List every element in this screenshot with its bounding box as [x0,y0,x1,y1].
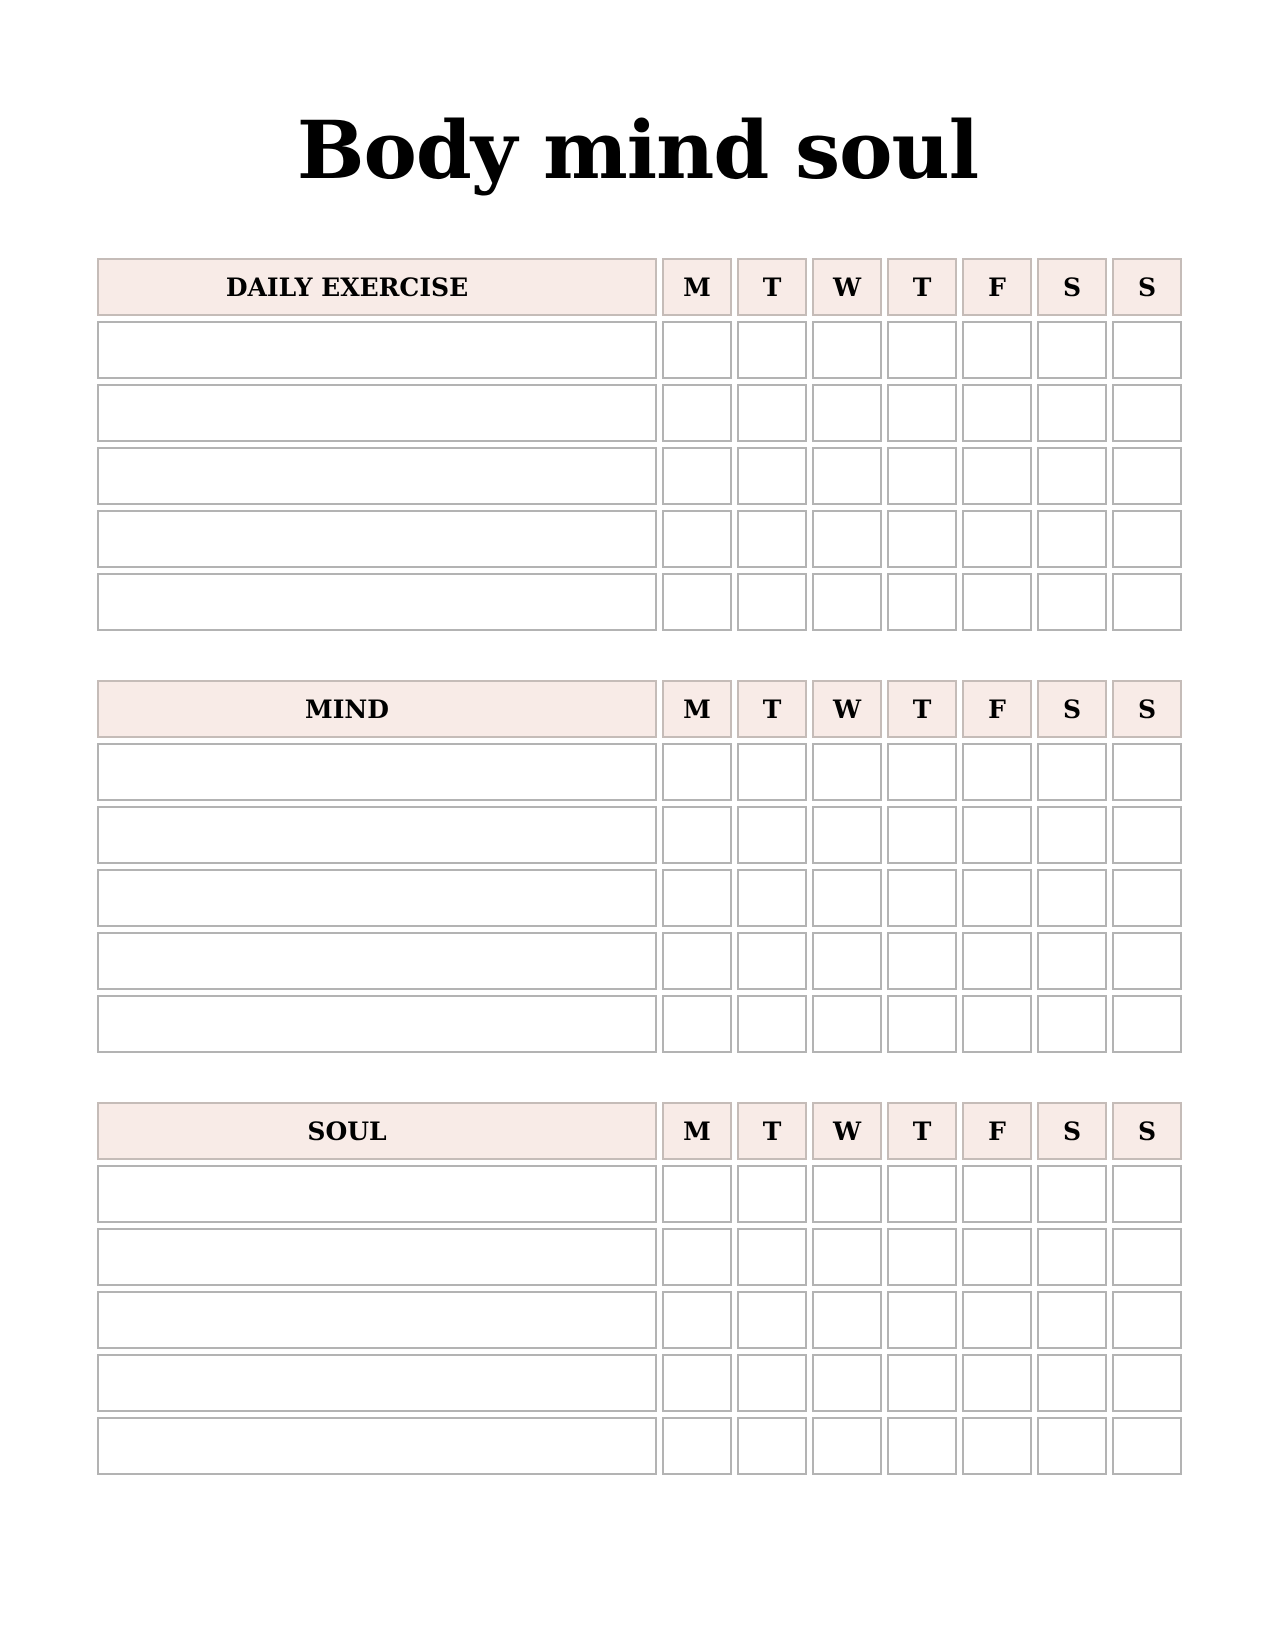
day-check-cell[interactable] [1112,1354,1182,1412]
day-check-cell[interactable] [962,573,1032,631]
day-check-cell[interactable] [887,743,957,801]
activity-entry-cell[interactable] [97,1291,657,1349]
activity-entry-cell[interactable] [97,1354,657,1412]
day-check-cell[interactable] [662,1165,732,1223]
day-check-cell[interactable] [962,1291,1032,1349]
day-header-thursday: T [887,1102,957,1160]
day-header-tuesday: T [737,680,807,738]
day-header-saturday: S [1037,1102,1107,1160]
day-header-wednesday: W [812,258,882,316]
section-body [97,743,1183,1053]
day-header-friday: F [962,680,1032,738]
day-check-cell[interactable] [1037,1417,1107,1475]
section-heading: SOUL [307,1116,387,1146]
day-check-cell[interactable] [737,806,807,864]
activity-entry-cell[interactable] [97,1228,657,1286]
day-check-cell[interactable] [1037,1165,1107,1223]
day-check-cell[interactable] [962,321,1032,379]
day-check-cell[interactable] [662,384,732,442]
day-check-cell[interactable] [812,869,882,927]
day-check-cell[interactable] [1112,806,1182,864]
day-check-cell[interactable] [737,1354,807,1412]
page-title: Body mind soul [296,103,979,197]
daily-exercise-section [97,258,1183,636]
day-check-cell[interactable] [1112,743,1182,801]
day-check-cell[interactable] [1037,995,1107,1053]
day-check-cell[interactable] [737,321,807,379]
day-header-sunday: S [1112,258,1182,316]
section-body [97,1165,1183,1475]
day-check-cell[interactable] [887,321,957,379]
day-check-cell[interactable] [887,869,957,927]
day-check-cell[interactable] [1112,1417,1182,1475]
activity-entry-cell[interactable] [97,573,657,631]
day-check-cell[interactable] [737,384,807,442]
tracker-row [97,447,1183,505]
tracker-row [97,384,1183,442]
tracker-row [97,1417,1183,1475]
tracker-row [97,1165,1183,1223]
day-header-thursday: T [887,258,957,316]
day-check-cell[interactable] [1037,321,1107,379]
day-header-friday: F [962,258,1032,316]
tracker-row [97,995,1183,1053]
day-check-cell[interactable] [812,384,882,442]
activity-entry-cell[interactable] [97,384,657,442]
day-check-cell[interactable] [812,573,882,631]
day-check-cell[interactable] [812,806,882,864]
day-header-tuesday: T [737,258,807,316]
day-check-cell[interactable] [662,321,732,379]
activity-entry-cell[interactable] [97,1165,657,1223]
tracker-row [97,1291,1183,1349]
day-check-cell[interactable] [962,1354,1032,1412]
day-check-cell[interactable] [662,995,732,1053]
day-header-saturday: S [1037,680,1107,738]
day-check-cell[interactable] [1112,1228,1182,1286]
day-check-cell[interactable] [662,932,732,990]
day-check-cell[interactable] [812,932,882,990]
day-check-cell[interactable] [1037,384,1107,442]
day-check-cell[interactable] [1037,1291,1107,1349]
day-check-cell[interactable] [1112,1291,1182,1349]
activity-entry-cell[interactable] [97,995,657,1053]
day-check-cell[interactable] [737,869,807,927]
day-check-cell[interactable] [1037,1228,1107,1286]
day-check-cell[interactable] [962,384,1032,442]
day-check-cell[interactable] [1112,321,1182,379]
day-check-cell[interactable] [887,1228,957,1286]
activity-entry-cell[interactable] [97,743,657,801]
day-check-cell[interactable] [962,1228,1032,1286]
day-header-monday: M [662,680,732,738]
day-check-cell[interactable] [887,510,957,568]
day-check-cell[interactable] [737,1228,807,1286]
day-check-cell[interactable] [662,869,732,927]
day-check-cell[interactable] [812,1228,882,1286]
day-check-cell[interactable] [962,995,1032,1053]
day-check-cell[interactable] [812,1165,882,1223]
section-heading: DAILY EXERCISE [225,272,469,302]
day-check-cell[interactable] [662,1417,732,1475]
day-header-sunday: S [1112,680,1182,738]
day-check-cell[interactable] [737,995,807,1053]
day-check-cell[interactable] [662,573,732,631]
day-check-cell[interactable] [1037,510,1107,568]
day-check-cell[interactable] [887,1354,957,1412]
day-check-cell[interactable] [887,447,957,505]
section-heading-cell [97,680,657,738]
day-check-cell[interactable] [737,1291,807,1349]
day-check-cell[interactable] [662,447,732,505]
day-check-cell[interactable] [812,1291,882,1349]
section-header-row [97,1102,1183,1160]
day-check-cell[interactable] [887,573,957,631]
section-heading-cell [97,258,657,316]
day-check-cell[interactable] [962,932,1032,990]
day-check-cell[interactable] [662,1228,732,1286]
tracker-row [97,743,1183,801]
day-check-cell[interactable] [662,743,732,801]
day-check-cell[interactable] [887,1291,957,1349]
day-check-cell[interactable] [1037,869,1107,927]
day-header-tuesday: T [737,1102,807,1160]
section-heading-cell [97,1102,657,1160]
tracker-row [97,932,1183,990]
activity-entry-cell[interactable] [97,1417,657,1475]
tracker-row [97,1228,1183,1286]
day-check-cell[interactable] [962,1165,1032,1223]
day-check-cell[interactable] [1112,932,1182,990]
day-check-cell[interactable] [962,869,1032,927]
day-check-cell[interactable] [662,1291,732,1349]
activity-entry-cell[interactable] [97,447,657,505]
mind-section [97,680,1183,1058]
soul-section [97,1102,1183,1480]
tracker-row [97,806,1183,864]
tracker-row [97,573,1183,631]
tracker-row [97,869,1183,927]
day-check-cell[interactable] [1112,573,1182,631]
activity-entry-cell[interactable] [97,932,657,990]
activity-entry-cell[interactable] [97,806,657,864]
day-check-cell[interactable] [662,510,732,568]
day-check-cell[interactable] [1112,510,1182,568]
day-check-cell[interactable] [737,573,807,631]
day-check-cell[interactable] [962,743,1032,801]
day-check-cell[interactable] [1037,743,1107,801]
tracker-row [97,321,1183,379]
tracker-row [97,1354,1183,1412]
day-check-cell[interactable] [1112,1165,1182,1223]
day-check-cell[interactable] [812,510,882,568]
day-check-cell[interactable] [1112,995,1182,1053]
section-header-row [97,680,1183,738]
day-header-sunday: S [1112,1102,1182,1160]
day-check-cell[interactable] [887,995,957,1053]
day-check-cell[interactable] [737,1165,807,1223]
activity-entry-cell[interactable] [97,510,657,568]
day-check-cell[interactable] [662,1354,732,1412]
day-check-cell[interactable] [1112,384,1182,442]
day-check-cell[interactable] [662,806,732,864]
day-check-cell[interactable] [737,743,807,801]
day-check-cell[interactable] [962,806,1032,864]
activity-entry-cell[interactable] [97,869,657,927]
day-check-cell[interactable] [1037,806,1107,864]
day-check-cell[interactable] [737,510,807,568]
day-header-friday: F [962,1102,1032,1160]
day-check-cell[interactable] [812,995,882,1053]
day-check-cell[interactable] [812,1354,882,1412]
day-check-cell[interactable] [1037,1354,1107,1412]
day-check-cell[interactable] [887,1165,957,1223]
day-check-cell[interactable] [1037,932,1107,990]
day-check-cell[interactable] [812,1417,882,1475]
day-header-monday: M [662,258,732,316]
day-check-cell[interactable] [887,932,957,990]
section-body [97,321,1183,631]
activity-entry-cell[interactable] [97,321,657,379]
day-check-cell[interactable] [887,384,957,442]
day-check-cell[interactable] [812,321,882,379]
day-check-cell[interactable] [1037,573,1107,631]
day-check-cell[interactable] [1112,869,1182,927]
tracker-row [97,510,1183,568]
day-header-thursday: T [887,680,957,738]
day-check-cell[interactable] [737,447,807,505]
day-check-cell[interactable] [737,1417,807,1475]
day-check-cell[interactable] [887,806,957,864]
day-check-cell[interactable] [887,1417,957,1475]
day-header-saturday: S [1037,258,1107,316]
day-header-monday: M [662,1102,732,1160]
day-check-cell[interactable] [962,1417,1032,1475]
day-header-wednesday: W [812,1102,882,1160]
section-header-row [97,258,1183,316]
day-check-cell[interactable] [1037,447,1107,505]
day-check-cell[interactable] [812,447,882,505]
day-check-cell[interactable] [737,932,807,990]
day-check-cell[interactable] [962,447,1032,505]
day-header-wednesday: W [812,680,882,738]
day-check-cell[interactable] [812,743,882,801]
day-check-cell[interactable] [962,510,1032,568]
day-check-cell[interactable] [1112,447,1182,505]
section-heading: MIND [305,694,389,724]
